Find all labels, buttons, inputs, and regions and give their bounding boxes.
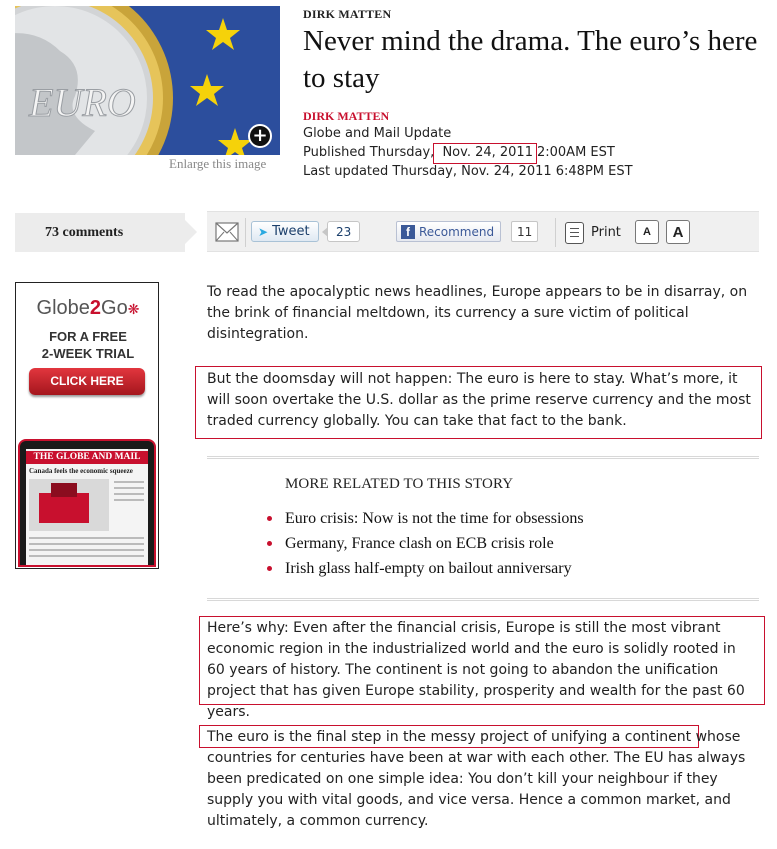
article-source: Globe and Mail Update xyxy=(303,126,452,141)
share-toolbar xyxy=(207,211,759,252)
tablet-image xyxy=(18,439,156,567)
related-story-item xyxy=(265,531,584,556)
enlarge-image-button[interactable]: + xyxy=(248,124,272,148)
tweet-label: Tweet xyxy=(272,224,310,239)
related-story-item xyxy=(265,556,584,581)
paragraph-rest: whose countries for centuries have been at war with each other. The EU has always been predicated on one simple idea: You don’t kill your neighbour if they supply you with vital goods, and vice versa. Hence a common market, and ultimately, a common currency. xyxy=(207,729,746,829)
related-stories-title: MORE RELATED TO THIS STORY xyxy=(285,476,514,492)
recommend-count: 11 xyxy=(511,221,538,242)
section-kicker: DIRK MATTEN xyxy=(303,7,392,21)
author-byline[interactable]: DIRK MATTEN xyxy=(303,109,390,123)
euro-coin-text: EURO xyxy=(29,80,136,125)
ad-logo-part: Go xyxy=(101,297,128,319)
globe2go-ad[interactable] xyxy=(15,282,159,569)
comments-tab[interactable]: 73 comments xyxy=(15,213,185,252)
article-paragraph: But the doomsday will not happen: The euro is here to stay. What’s more, it will soon overtake the U.S. dollar as the prime reserve currency and the most traded currency globally. You can take that fact to the bank. xyxy=(207,371,751,429)
published-prefix: Published Thursday, xyxy=(303,145,435,160)
ad-click-here-button[interactable]: CLICK HERE xyxy=(29,368,145,395)
newspaper-text-line xyxy=(29,555,144,557)
article-headline: Never mind the drama. The euro’s here to stay xyxy=(303,25,758,94)
toolbar-divider xyxy=(555,218,556,247)
updated-date: Last updated Thursday, Nov. 24, 2011 6:48PM EST xyxy=(303,164,633,179)
ad-logo xyxy=(16,297,159,320)
twitter-bird-icon: ➤ xyxy=(258,224,269,239)
related-stories-list xyxy=(265,506,584,581)
increase-font-button[interactable]: A xyxy=(666,220,690,244)
envelope-icon[interactable] xyxy=(215,221,239,243)
newspaper-photo xyxy=(29,479,109,531)
enlarge-image-link[interactable]: Enlarge this image xyxy=(169,156,267,171)
published-time: 2:00AM EST xyxy=(536,145,615,160)
decrease-font-button[interactable]: A xyxy=(635,220,659,244)
highlighted-sentence: The euro is the final step in the messy project of unifying a continent xyxy=(207,729,692,745)
ad-offer-line: 2-WEEK TRIAL xyxy=(41,346,135,361)
ad-offer-line: FOR A FREE xyxy=(49,329,127,344)
ad-logo-part: 2 xyxy=(89,297,102,319)
related-story-link[interactable]: Germany, France clash on ECB crisis role xyxy=(285,535,554,552)
article-paragraph: Here’s why: Even after the financial crisis, Europe is still the most vibrant economic region in the industrialized world and the euro is solidly rooted in 60 years of history. The continent is not going to abandon the unification project that has given Europe stability, prosperity and wealth for the past 60 years. xyxy=(207,620,745,720)
newspaper-text-line xyxy=(29,537,144,539)
print-icon xyxy=(565,222,584,244)
facebook-icon: f xyxy=(401,225,415,239)
newspaper-text-line xyxy=(114,493,144,495)
newspaper-text-line xyxy=(114,499,144,501)
related-divider xyxy=(207,456,759,459)
related-story-link[interactable]: Irish glass half-empty on bailout anniversary xyxy=(285,560,572,577)
article-paragraph: To read the apocalyptic news headlines, Europe appears to be in disarray, on the brink of financial meltdown, its currency a sure victim of political disintegration. xyxy=(207,284,748,342)
euro-coin-illustration xyxy=(15,6,280,155)
tablet-screen xyxy=(26,449,148,565)
print-label: Print xyxy=(591,225,621,240)
print-button[interactable] xyxy=(565,221,621,244)
newspaper-masthead: THE GLOBE AND MAIL xyxy=(26,451,148,464)
facebook-recommend-button[interactable] xyxy=(396,221,501,242)
ad-offer-text xyxy=(16,328,159,362)
newspaper-text-line xyxy=(29,543,144,545)
article-paragraph xyxy=(207,727,755,832)
newspaper-text-line xyxy=(29,549,144,551)
published-day: Nov. 24, 2011 xyxy=(442,145,533,160)
tweet-button[interactable] xyxy=(251,221,319,242)
tweet-count: 23 xyxy=(327,221,360,242)
newspaper-text-line xyxy=(114,487,144,489)
related-story-link[interactable]: Euro crisis: Now is not the time for obsessions xyxy=(285,510,584,527)
related-story-item xyxy=(265,506,584,531)
maple-leaf-icon: ❋ xyxy=(127,301,140,317)
newspaper-headline: Canada feels the economic squeeze xyxy=(29,467,133,475)
recommend-label: Recommend xyxy=(419,224,495,239)
newspaper-text-line xyxy=(114,481,144,483)
ad-logo-part: Globe xyxy=(36,297,90,319)
date-highlight-box xyxy=(433,143,537,164)
toolbar-divider xyxy=(245,218,246,247)
lead-image[interactable] xyxy=(15,6,280,155)
related-divider xyxy=(207,598,759,601)
